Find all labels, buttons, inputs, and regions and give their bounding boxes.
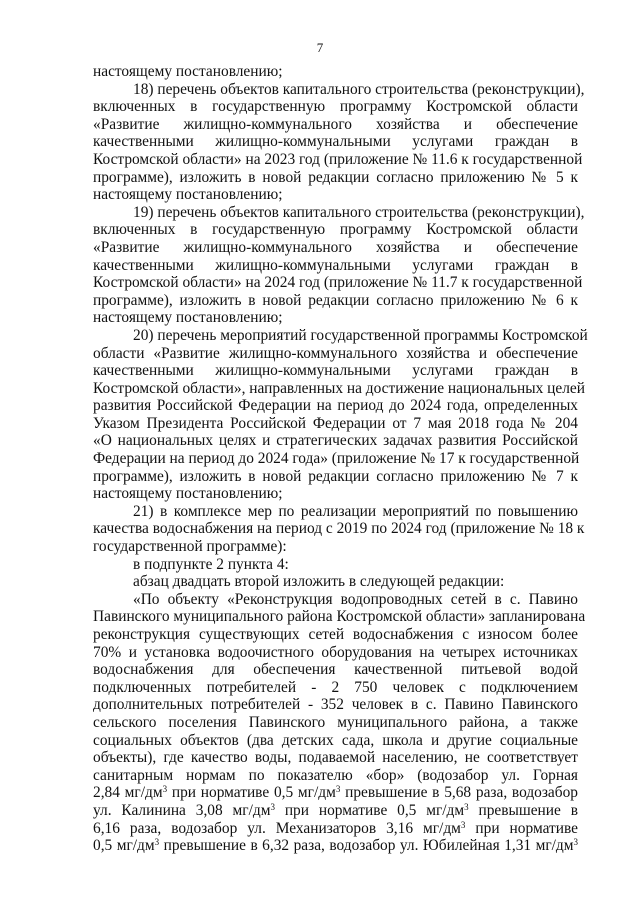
text-line: социальных объектов (два детских сада, школа и другие социальные (93, 731, 578, 749)
text-line: государственной программе): (93, 538, 287, 556)
text-line: Костромской области» на 2023 год (приложение № 11.6 к государственной (93, 150, 583, 168)
text-line: включенных в государственную программу Костромской области (93, 98, 578, 116)
text-line: области «Развитие жилищно-коммунального хозяйства и обеспечение (93, 344, 578, 362)
text-segment: ул. Калинина 3,08 мг/дм (93, 801, 271, 819)
page-number: 7 (316, 40, 324, 55)
text-line: качества водоснабжения на период с 2019 по 2024 год (приложение № 18 к (93, 520, 585, 538)
text-line: качественными жилищно-коммунальными услугами граждан в (93, 362, 578, 380)
text-line: программе), изложить в новой редакции согласно приложению № 6 к (93, 291, 578, 309)
text-line: «Развитие жилищно-коммунального хозяйства и обеспечение (93, 115, 578, 133)
text-line: качественными жилищно-коммунальными услугами граждан в (93, 256, 578, 274)
text-line: 21) в комплексе мер по реализации мероприятий по повышению (133, 502, 578, 520)
text-segment: 6,16 раза, водозабор ул. Механизаторов 3,16 мг/дм (93, 819, 461, 837)
superscript: 3 (162, 784, 168, 795)
text-line: Костромской области», направленных на достижение национальных целей (93, 379, 585, 397)
superscript: 3 (464, 801, 469, 812)
text-line: в подпункте 2 пункта 4: (133, 555, 289, 573)
text-line: включенных в государственную программу Костромской области (93, 221, 578, 239)
text-segment: 0,5 мг/дм (93, 837, 155, 855)
superscript: 3 (460, 819, 466, 830)
text-segment: при нормативе 0,5 мг/дм (274, 801, 465, 819)
text-line (93, 784, 578, 802)
text-line: качественными жилищно-коммунальными услугами граждан в (93, 133, 578, 151)
text-line: развития Российской Федерации на период до 2024 года, определенных (93, 397, 578, 415)
document-body (93, 63, 588, 855)
text-line: Павинского муниципального района Костромской области» запланирована (93, 608, 586, 626)
text-line: настоящему постановлению; (93, 63, 283, 80)
text-line: Костромской области» на 2024 год (приложение № 11.7 к государственной (93, 274, 583, 292)
text-line: санитарным нормам по показателю «бор» (водозабор ул. Горная (93, 766, 578, 784)
text-line (93, 837, 578, 855)
superscript: 3 (270, 801, 275, 812)
text-line: абзац двадцать второй изложить в следующей редакции: (133, 573, 505, 591)
text-segment: превышение в 6,32 раза, водозабор ул. Юбилейная 1,31 мг/дм (159, 837, 574, 855)
text-segment: превышение в 5,68 раза, водозабор (340, 784, 578, 802)
text-line: подключенных потребителей - 2 750 человек с подключением (93, 678, 578, 696)
text-line: дополнительных потребителей - 352 человек в с. Павино Павинского (93, 696, 578, 714)
text-line (93, 802, 578, 820)
text-line: сельского поселения Павинского муниципального района, а также (93, 713, 578, 731)
text-line: настоящему постановлению; (93, 485, 283, 503)
text-line: 70% и установка водоочистного оборудования на четырех источниках (93, 643, 578, 661)
text-line: настоящему постановлению; (93, 186, 283, 204)
text-segment: 2,84 мг/дм (93, 784, 163, 802)
text-line: 20) перечень мероприятий государственной программы Костромской (133, 326, 588, 344)
superscript: 3 (335, 784, 341, 795)
text-line: 18) перечень объектов капитального строительства (реконструкции), (133, 80, 585, 98)
text-segment: превышение в (468, 801, 578, 819)
text-line: «По объекту «Реконструкция водопроводных сетей в с. Павино (133, 590, 578, 608)
text-line: программе), изложить в новой редакции согласно приложению № 5 к (93, 168, 578, 186)
text-line: программе), изложить в новой редакции согласно приложению № 7 к (93, 467, 578, 485)
text-segment: при нормативе 0,5 мг/дм (167, 784, 336, 802)
text-line (93, 820, 578, 838)
text-line: реконструкция существующих сетей водоснабжения с износом более (93, 626, 578, 643)
text-line: настоящему постановлению; (93, 309, 283, 327)
text-line: Указом Президента Российской Федерации от 7 мая 2018 года № 204 (93, 414, 578, 432)
text-segment: при нормативе (465, 819, 578, 837)
text-line: Федерации на период до 2024 года» (приложение № 17 к государственной (93, 450, 580, 468)
text-line: объекты), где качество воды, подаваемой населению, не соответствует (93, 749, 578, 767)
text-line: 19) перечень объектов капитального строительства (реконструкции), (133, 203, 585, 221)
text-line: «О национальных целях и стратегических задачах развития Российской (93, 432, 578, 450)
text-line: водоснабжения для обеспечения качественной питьевой водой (93, 661, 578, 679)
superscript: 3 (154, 837, 160, 848)
superscript: 3 (573, 837, 579, 848)
text-line: «Развитие жилищно-коммунального хозяйства и обеспечение (93, 238, 578, 256)
